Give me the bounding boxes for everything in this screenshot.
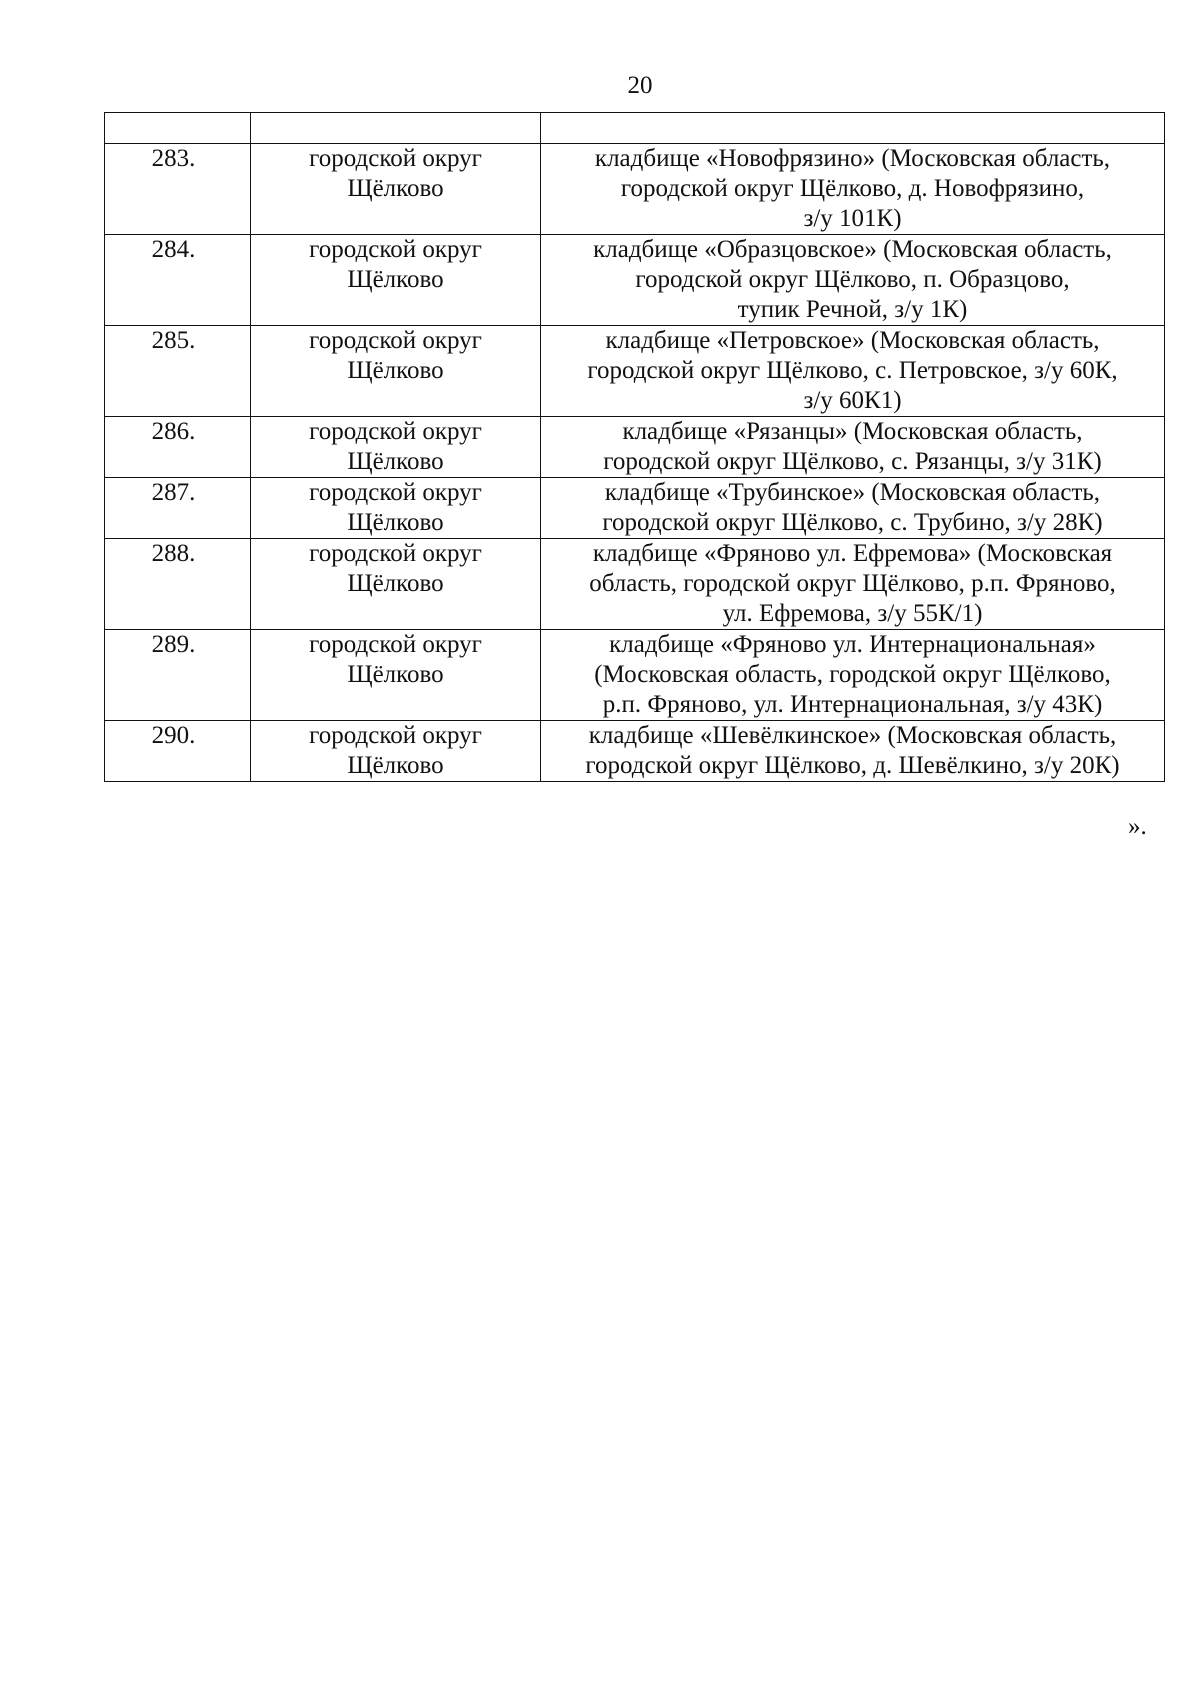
cemetery-address-cell — [541, 326, 1165, 417]
row-number-cell — [105, 478, 251, 539]
row-number: 287. — [151, 479, 196, 506]
cemetery-address-text: кладбище «Фряново ул. Ефремова» (Московская область, городской округ Щёлково, р.п. Фряново, ул. Ефремова, з/у 55К/1) — [589, 540, 1116, 627]
cemetery-address-cell — [541, 630, 1165, 721]
cemetery-address-cell — [541, 478, 1165, 539]
table-row — [105, 721, 1165, 782]
municipality-cell — [251, 721, 541, 782]
cemetery-address-text: кладбище «Новофрязино» (Московская область, городской округ Щёлково, д. Новофрязино, з/у 101К) — [594, 145, 1111, 232]
row-number: 283. — [151, 145, 196, 172]
row-number-cell — [105, 235, 251, 326]
closing-quote: ». — [1128, 813, 1147, 840]
page-number: 20 — [627, 72, 653, 99]
cemetery-address-cell — [541, 721, 1165, 782]
municipality-text: городской округ Щёлково — [309, 722, 482, 779]
municipality-cell — [251, 144, 541, 235]
table-row — [105, 235, 1165, 326]
cemetery-address-text: кладбище «Образцовское» (Московская область, городской округ Щёлково, п. Образцово, тупик Речной, з/у 1К) — [593, 236, 1112, 323]
cemetery-address-cell — [541, 417, 1165, 478]
cemetery-address-cell — [541, 235, 1165, 326]
municipality-cell — [251, 326, 541, 417]
municipality-cell — [251, 417, 541, 478]
municipality-text: городской округ Щёлково — [309, 327, 482, 384]
row-number-cell — [105, 630, 251, 721]
municipality-text: городской округ Щёлково — [309, 145, 482, 202]
municipality-text: городской округ Щёлково — [309, 479, 482, 536]
row-number: 290. — [151, 722, 196, 749]
row-number-cell — [105, 539, 251, 630]
municipality-cell — [251, 539, 541, 630]
row-number: 284. — [151, 236, 196, 263]
municipality-text: городской округ Щёлково — [309, 236, 482, 293]
table-row — [105, 417, 1165, 478]
municipality-text: городской округ Щёлково — [309, 418, 482, 475]
municipality-cell — [251, 235, 541, 326]
row-number: 286. — [151, 418, 196, 445]
row-number: 285. — [151, 327, 196, 354]
cemetery-address-text: кладбище «Петровское» (Московская область, городской округ Щёлково, с. Петровское, з/у 60К, з/у 60К1) — [587, 327, 1118, 414]
municipality-text: городской округ Щёлково — [309, 631, 482, 688]
table-continuation-header-row — [105, 113, 1165, 144]
row-number-cell — [105, 417, 251, 478]
cemetery-address-text: кладбище «Фряново ул. Интернациональная» (Московская область, городской округ Щёлково, р.п. Фряново, ул. Интернациональная, з/у 43К) — [594, 631, 1111, 718]
cemetery-address-cell — [541, 144, 1165, 235]
row-number: 288. — [151, 540, 196, 567]
table-row — [105, 326, 1165, 417]
cemetery-address-cell — [541, 539, 1165, 630]
municipality-cell — [251, 478, 541, 539]
table-row — [105, 144, 1165, 235]
table-row — [105, 478, 1165, 539]
cemetery-address-text: кладбище «Шевёлкинское» (Московская область, городской округ Щёлково, д. Шевёлкино, з/у 20К) — [585, 722, 1120, 779]
table-row — [105, 630, 1165, 721]
cemetery-table — [104, 112, 1165, 782]
cemetery-address-text: кладбище «Трубинское» (Московская область, городской округ Щёлково, с. Трубино, з/у 28К) — [602, 479, 1103, 536]
empty-header-cell — [251, 113, 541, 144]
municipality-cell — [251, 630, 541, 721]
empty-header-cell — [105, 113, 251, 144]
empty-header-cell — [541, 113, 1165, 144]
row-number-cell — [105, 721, 251, 782]
cemetery-address-text: кладбище «Рязанцы» (Московская область, городской округ Щёлково, с. Рязанцы, з/у 31К) — [603, 418, 1102, 475]
municipality-text: городской округ Щёлково — [309, 540, 482, 597]
row-number-cell — [105, 326, 251, 417]
row-number-cell — [105, 144, 251, 235]
row-number: 289. — [151, 631, 196, 658]
table-row — [105, 539, 1165, 630]
